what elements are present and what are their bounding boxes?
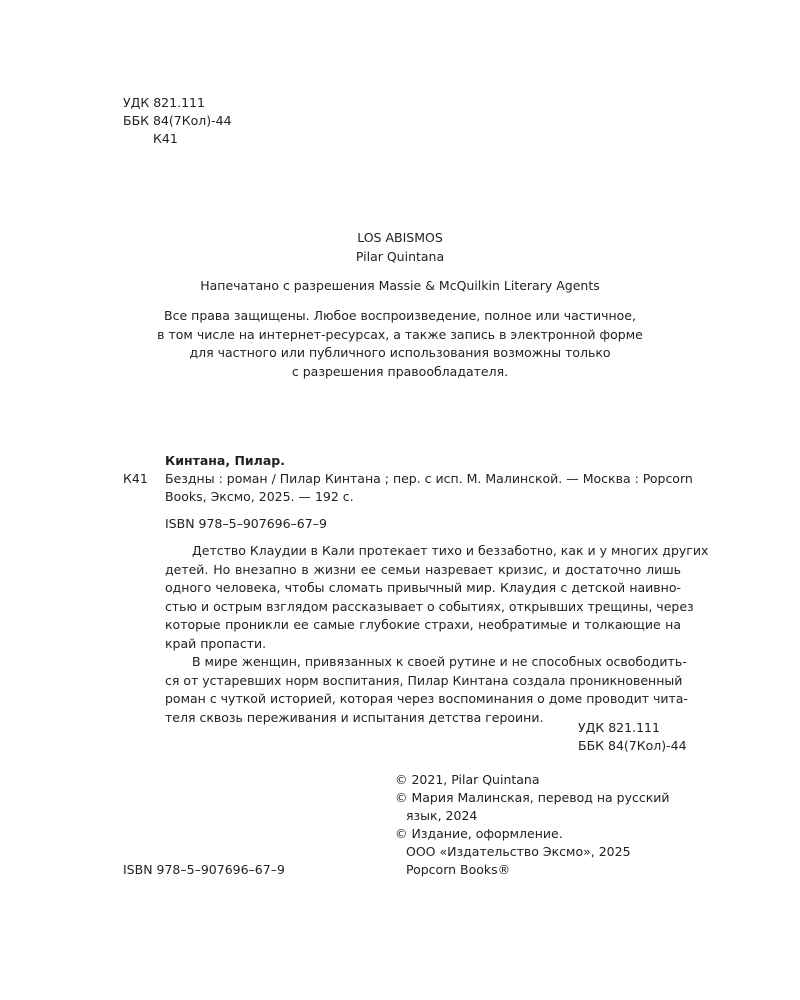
annotation-line: роман с чуткой историей, которая через воспоминания о доме проводит чита- [165,691,688,706]
catalog-mark: К41 [123,471,148,486]
rights-line: Все права защищены. Любое воспроизведение, полное или частичное, [164,308,636,323]
copyright-translation: © Мария Малинская, перевод на русский [395,790,670,805]
rights-line: с разрешения правообладателя. [291,363,509,379]
copyright-author: © 2021, Pilar Quintana [395,772,540,787]
annotation-line: которые проникли ее самые глубокие страхи, необратимые и толкающие на [165,617,681,632]
rights-line: в том числе на интернет-ресурсах, а также запись в электронной форме [157,326,643,342]
original-title: LOS ABISMOS [357,230,443,245]
annotation-bbk: ББК 84(7Кол)-44 [578,738,687,753]
header-author-mark: К41 [153,131,178,146]
rights-line: для частного или публичного использования возможны только [189,345,611,360]
catalog-author-heading: Кинтана, Пилар. [165,453,285,468]
annotation-line: Детство Клаудии в Кали протекает тихо и беззаботно, как и у многих других [192,543,709,558]
copyright-publisher: ООО «Издательство Эксмо», 2025 [406,844,631,859]
catalog-description-line: Бездны : роман / Пилар Кинтана ; пер. с исп. М. Малинской. — Москва : Popcorn [165,471,693,486]
annotation-line: край пропасти. [165,635,267,651]
rights-notice [100,307,700,381]
annotation-line: одного человека, чтобы сломать привычный мир. Клаудия с детской наивно- [165,580,681,595]
permission-line: Напечатано с разрешения Massie & McQuilkin Literary Agents [200,278,600,293]
annotation-line: В мире женщин, привязанных к своей рутине и не способных освободить- [192,654,687,669]
annotation-line: детей. Но внезапно в жизни ее семьи назревает кризис, и достаточно лишь [165,561,681,577]
header-bbk: ББК 84(7Кол)-44 [123,113,232,128]
copyright-imprint: Popcorn Books® [406,862,511,877]
copyright-edition: © Издание, оформление. [395,826,563,841]
annotation [165,542,709,727]
original-author: Pilar Quintana [355,248,445,264]
catalog-description-line: Books, Эксмо, 2025. — 192 с. [165,489,354,504]
catalog-isbn: ISBN 978–5–907696–67–9 [165,516,327,531]
annotation-line: теля сквозь переживания и испытания детства героини. [165,709,544,725]
header-udk: УДК 821.111 [123,95,205,110]
annotation-udk: УДК 821.111 [578,720,660,735]
copyright-translation-cont: язык, 2024 [406,808,478,823]
annotation-line: стью и острым взглядом рассказывает о событиях, открывших трещины, через [165,598,694,614]
title-block [100,229,700,266]
footer-isbn: ISBN 978–5–907696–67–9 [123,862,285,877]
annotation-line: ся от устаревших норм воспитания, Пилар Кинтана создала проникновенный [165,672,683,688]
